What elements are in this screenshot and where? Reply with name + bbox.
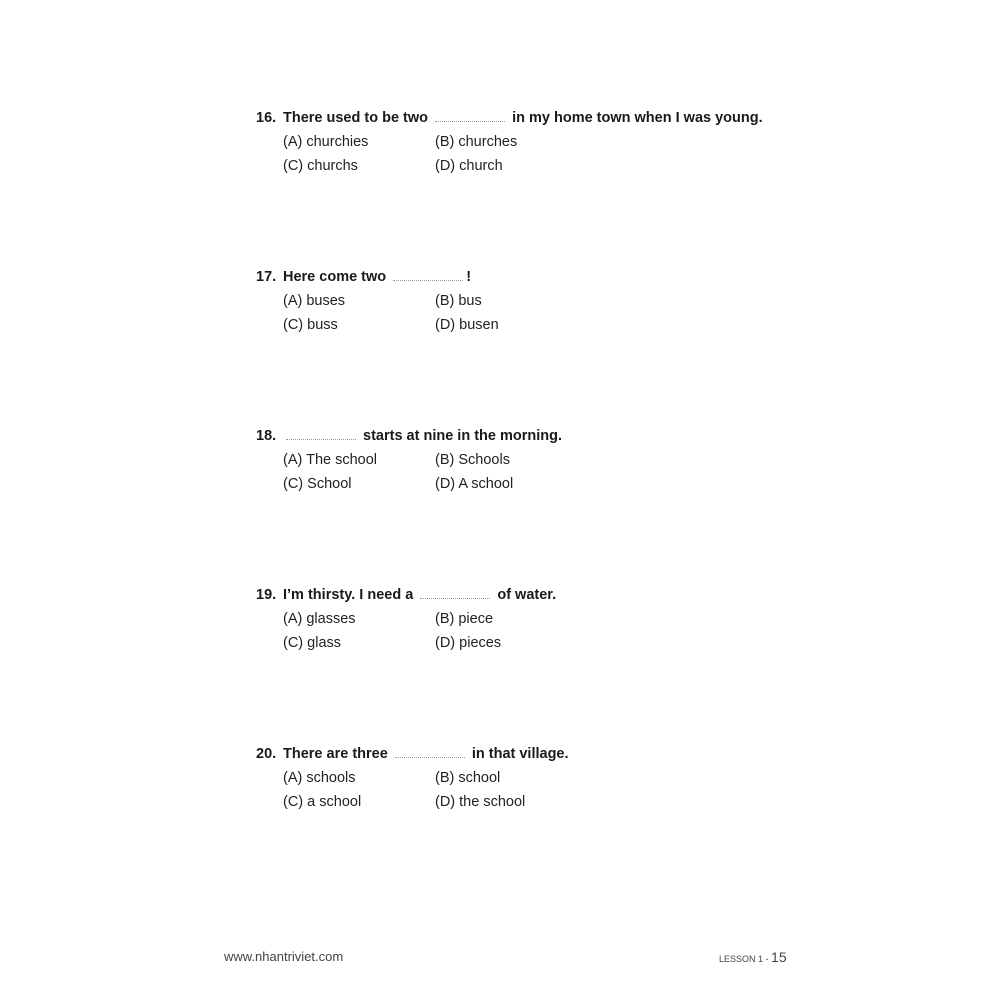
question-number: 17. — [256, 269, 277, 285]
option-a[interactable]: (A) schools — [283, 770, 356, 786]
option-d[interactable]: (D) the school — [435, 794, 526, 810]
option-c[interactable]: (C) buss — [283, 317, 338, 333]
option-b[interactable]: (B) churches — [435, 134, 518, 150]
question-number: 18. — [256, 428, 277, 444]
stem-after: in my home town when I was young. — [512, 110, 763, 126]
option-b[interactable]: (B) school — [435, 770, 501, 786]
option-d[interactable]: (D) A school — [435, 476, 514, 492]
option-c[interactable]: (C) School — [283, 476, 352, 492]
question-list — [256, 108, 763, 903]
question-stem — [256, 585, 763, 605]
question-17 — [256, 267, 763, 426]
option-a[interactable]: (A) buses — [283, 293, 346, 309]
answer-blank — [435, 109, 505, 122]
option-c[interactable]: (C) churchs — [283, 158, 358, 174]
option-c[interactable]: (C) a school — [283, 794, 362, 810]
stem-before: There used to be two — [283, 110, 429, 126]
page-footer — [719, 949, 787, 965]
option-a[interactable]: (A) glasses — [283, 611, 356, 627]
stem-after: starts at nine in the morning. — [363, 428, 563, 444]
option-b[interactable]: (B) bus — [435, 293, 482, 309]
page-number: 15 — [771, 949, 787, 965]
question-19 — [256, 585, 763, 744]
option-d[interactable]: (D) pieces — [435, 635, 502, 651]
answer-blank — [286, 427, 356, 440]
answer-blank — [420, 586, 490, 599]
stem-before: I’m thirsty. I need a — [283, 587, 414, 603]
question-stem — [256, 744, 763, 764]
stem-after: of water. — [497, 587, 557, 603]
stem-after: in that village. — [471, 746, 569, 762]
options — [283, 607, 587, 655]
website-url: www.nhantriviet.com — [224, 949, 344, 964]
option-d[interactable]: (D) church — [435, 158, 503, 174]
options — [283, 289, 587, 337]
option-b[interactable]: (B) piece — [435, 611, 494, 627]
stem-before: Here come two — [283, 269, 387, 285]
question-number: 19. — [256, 587, 277, 603]
question-stem — [256, 108, 763, 128]
stem-after: ! — [466, 269, 472, 285]
option-b[interactable]: (B) Schools — [435, 452, 510, 468]
lesson-label: LESSON 1 - — [719, 954, 769, 964]
question-stem — [256, 267, 763, 287]
question-number: 20. — [256, 746, 277, 762]
answer-blank — [395, 745, 465, 758]
stem-before: There are three — [283, 746, 388, 762]
option-a[interactable]: (A) The school — [283, 452, 378, 468]
option-c[interactable]: (C) glass — [283, 635, 342, 651]
option-d[interactable]: (D) busen — [435, 317, 499, 333]
option-a[interactable]: (A) churchies — [283, 134, 369, 150]
question-16 — [256, 108, 763, 267]
answer-blank — [393, 268, 463, 281]
question-number: 16. — [256, 110, 277, 126]
question-stem — [256, 426, 763, 446]
question-18 — [256, 426, 763, 585]
options — [283, 448, 587, 496]
question-20 — [256, 744, 763, 903]
options — [283, 766, 587, 814]
options — [283, 130, 587, 178]
